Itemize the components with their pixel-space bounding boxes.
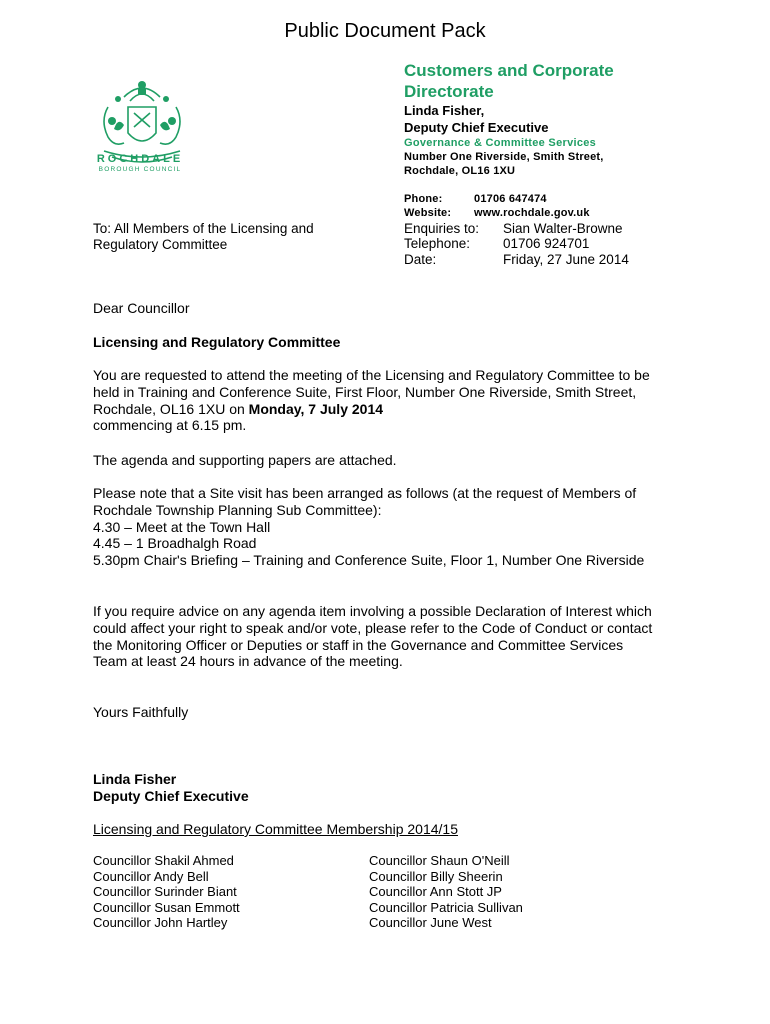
member-name: Councillor June West bbox=[369, 915, 492, 931]
service-name: Governance & Committee Services bbox=[404, 137, 597, 149]
date-label: Date: bbox=[404, 252, 437, 267]
member-name: Councillor Patricia Sullivan bbox=[369, 899, 523, 915]
signature-name: Linda Fisher bbox=[93, 771, 177, 787]
address-line-2: Rochdale, OL16 1XU bbox=[404, 165, 516, 177]
member-name: Councillor John Hartley bbox=[93, 915, 228, 931]
member-name: Councillor Susan Emmott bbox=[93, 899, 240, 915]
member-name: Councillor Shakil Ahmed bbox=[93, 853, 234, 868]
member-name: Councillor Andy Bell bbox=[93, 868, 209, 884]
member-name: Councillor Surinder Biant bbox=[93, 884, 237, 900]
member-name: Councillor Billy Sheerin bbox=[369, 868, 503, 884]
meeting-paragraph bbox=[93, 367, 653, 434]
signature-role: Deputy Chief Executive bbox=[93, 788, 249, 804]
attachments-paragraph: The agenda and supporting papers are attached. bbox=[93, 452, 397, 468]
site-visit-intro: Please note that a Site visit has been arranged as follows (at the request of Members of Rochdale Township Planning Sub Committee): bbox=[93, 485, 637, 518]
member-name: Councillor Ann Stott JP bbox=[369, 884, 502, 900]
site-visit-paragraph bbox=[93, 485, 653, 569]
meeting-date: Monday, 7 July 2014 bbox=[248, 400, 384, 417]
site-visit-item: 5.30pm Chair's Briefing – Training and Conference Suite, Floor 1, Number One Riverside bbox=[93, 552, 645, 569]
website-link[interactable]: www.rochdale.gov.uk bbox=[474, 207, 590, 219]
phone-value: 01706 647474 bbox=[474, 193, 547, 205]
directorate-heading: Customers and Corporate Directorate bbox=[404, 61, 614, 101]
logo-council-name: BOROUGH COUNCIL bbox=[98, 166, 182, 173]
site-visit-item: 4.30 – Meet at the Town Hall bbox=[93, 518, 271, 535]
telephone-label: Telephone: bbox=[404, 236, 471, 251]
telephone-value: 01706 924701 bbox=[503, 236, 590, 251]
meeting-paragraph-text: You are requested to attend the meeting of the Licensing and Regulatory Committee to be held in Training and Conference Suite, First Floor, Number One Riverside, Smith Street, Rochdale, OL16 1XU on bbox=[93, 367, 650, 417]
phone-label: Phone: bbox=[404, 193, 443, 205]
enquiries-label: Enquiries to: bbox=[404, 221, 480, 236]
sender-name: Linda Fisher, bbox=[404, 103, 485, 118]
declaration-paragraph: If you require advice on any agenda item involving a possible Declaration of Interest which could affect your right to speak and/or vote, please refer to the Code of Conduct or contact the Monitoring Officer or Deputies or staff in the Governance and Committee Services Team at least 24 hours in advance of the meeting. bbox=[93, 603, 653, 670]
members-list-left bbox=[93, 853, 353, 931]
date-value: Friday, 27 June 2014 bbox=[503, 252, 629, 267]
membership-title: Licensing and Regulatory Committee Membership 2014/15 bbox=[93, 821, 458, 837]
salutation: Dear Councillor bbox=[93, 300, 190, 316]
enquiries-value: Sian Walter-Browne bbox=[503, 221, 623, 236]
logo-town-name: ROCHDALE bbox=[96, 153, 184, 165]
website-label: Website: bbox=[404, 207, 452, 219]
member-name: Councillor Shaun O'Neill bbox=[369, 853, 510, 868]
closing: Yours Faithfully bbox=[93, 704, 189, 720]
document-pack-title: Public Document Pack bbox=[284, 20, 486, 42]
recipient-line: To: All Members of the Licensing and Regulatory Committee bbox=[93, 221, 314, 252]
sender-role: Deputy Chief Executive bbox=[404, 120, 549, 135]
meeting-time: commencing at 6.15 pm. bbox=[93, 417, 247, 434]
address-line-1: Number One Riverside, Smith Street, bbox=[404, 151, 604, 163]
committee-heading: Licensing and Regulatory Committee bbox=[93, 334, 341, 350]
site-visit-item: 4.45 – 1 Broadhalgh Road bbox=[93, 535, 257, 552]
members-list-right bbox=[369, 853, 629, 931]
